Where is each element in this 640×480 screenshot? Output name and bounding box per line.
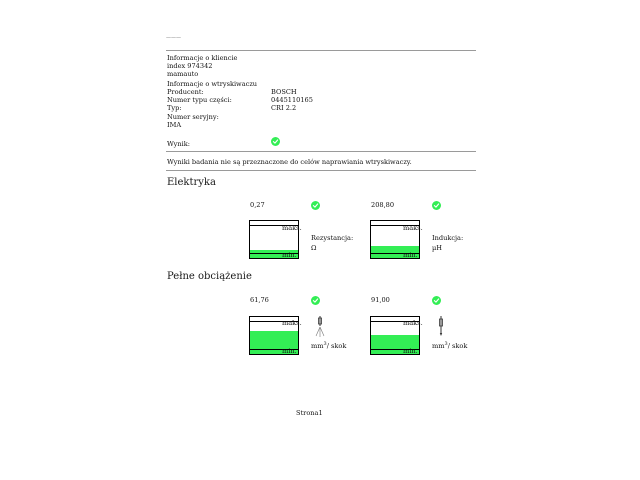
resistance-check-icon: [311, 201, 320, 210]
full-load-min-label-2: min.: [403, 347, 418, 355]
inductance-unit: µH: [432, 244, 443, 252]
full-load-check-icon-1: [311, 296, 320, 305]
unit-base: mm: [432, 342, 445, 351]
header-mark: ———: [166, 35, 181, 41]
unit-superscript: 3: [323, 341, 327, 347]
result-divider: [166, 151, 476, 152]
injector-section-title: Informacje o wtryskiwaczu: [167, 80, 258, 88]
full-load-value-1: 61,76: [250, 296, 269, 304]
producer-label: Producent:: [167, 88, 204, 96]
injector-icon: [436, 316, 446, 336]
unit-rest: / skok: [326, 342, 347, 351]
part-number-label: Numer typu części:: [167, 96, 232, 104]
inductance-value: 208,80: [371, 201, 395, 209]
page-number: Strona1: [296, 409, 323, 417]
injector-spray-icon: [314, 316, 326, 338]
unit-superscript: 3: [444, 341, 448, 347]
full-load-unit-1: [311, 340, 346, 350]
type-value: CRI 2.2: [271, 104, 297, 112]
resistance-min-label: min.: [282, 251, 297, 259]
client-section-title: Informacje o kliencie: [167, 54, 238, 62]
top-divider: [166, 50, 476, 51]
disclaimer-text: Wyniki badania nie są przeznaczone do celów naprawiania wtryskiwaczy.: [167, 158, 412, 166]
inductance-min-label: min.: [403, 251, 418, 259]
full-load-check-icon-2: [432, 296, 441, 305]
type-label: Typ:: [167, 104, 182, 112]
resistance-unit: Ω: [311, 244, 317, 252]
inductance-max-label: maks.: [403, 224, 423, 232]
inductance-name: Indukcja:: [432, 234, 464, 242]
electrical-section-title: Elektryka: [167, 177, 216, 188]
producer-value: BOSCH: [271, 88, 297, 96]
serial-label: Numer seryjny:: [167, 113, 219, 121]
full-load-value-2: 91,00: [371, 296, 390, 304]
full-load-unit-2: [432, 340, 467, 350]
result-check-icon: [271, 137, 280, 146]
unit-base: mm: [311, 342, 324, 351]
full-load-min-label-1: min.: [282, 347, 297, 355]
resistance-max-label: maks.: [282, 224, 302, 232]
client-name: mamauto: [167, 70, 199, 78]
part-number-value: 0445110165: [271, 96, 313, 104]
inductance-check-icon: [432, 201, 441, 210]
full-load-max-label-2: maks.: [403, 319, 423, 327]
unit-rest: / skok: [447, 342, 468, 351]
client-index: index 974342: [167, 62, 213, 70]
resistance-value: 0,27: [250, 201, 265, 209]
disclaimer-divider: [166, 170, 476, 171]
result-label: Wynik:: [167, 140, 190, 148]
resistance-name: Rezystancja:: [311, 234, 354, 242]
full-load-section-title: Pełne obciążenie: [167, 271, 252, 282]
ima-label: IMA: [167, 121, 182, 129]
full-load-max-label-1: maks.: [282, 319, 302, 327]
